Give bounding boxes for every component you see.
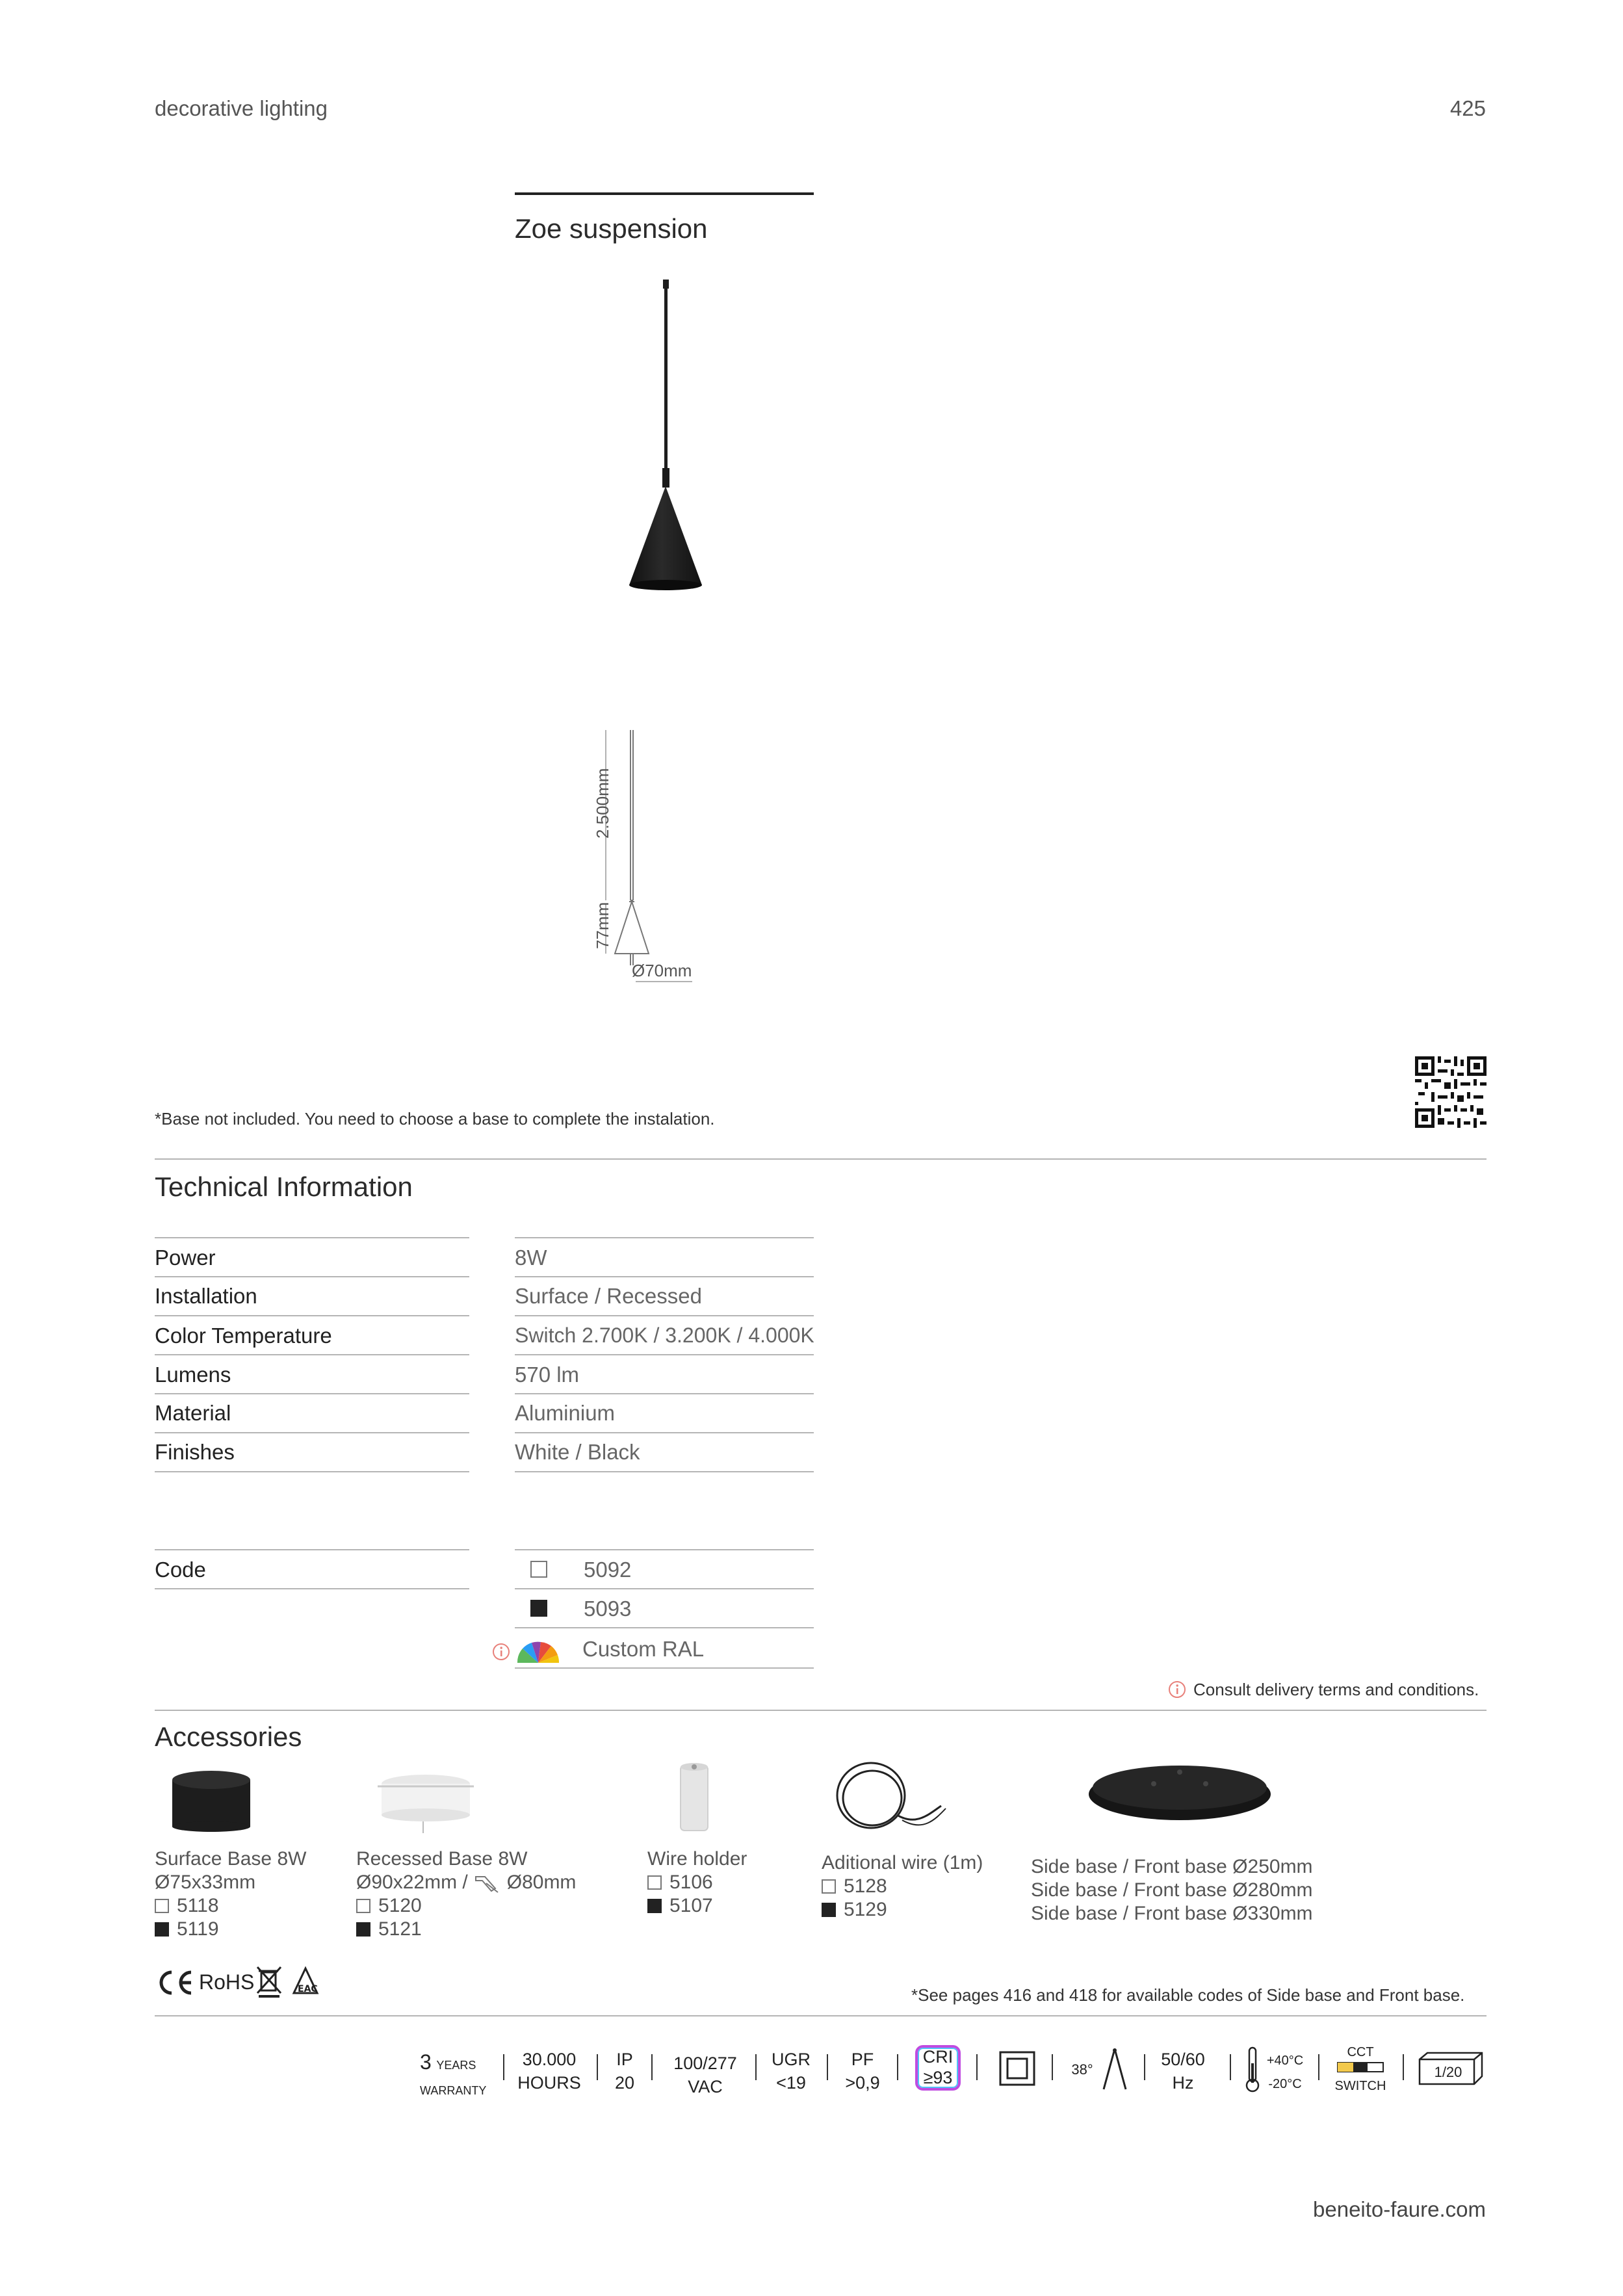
spec-value-material: Aluminium [515, 1401, 616, 1425]
accessory-code-black: 5121 [378, 1918, 422, 1940]
cri-value: ≥93 [923, 2068, 953, 2087]
warranty-spec [420, 2050, 490, 2102]
spec-separator [597, 2054, 598, 2080]
ip-label: IP [616, 2050, 633, 2069]
see-pages-note: *See pages 416 and 418 for available codes of Side base and Front base. [911, 1985, 1465, 2005]
table-rule [515, 1549, 814, 1550]
black-swatch [647, 1899, 662, 1913]
height-label: 77mm [593, 902, 612, 949]
white-swatch [155, 1899, 169, 1913]
table-rule [155, 1588, 469, 1589]
table-rule [515, 1627, 814, 1628]
frequency-label: Hz [1172, 2073, 1194, 2093]
side-base-330: Side base / Front base Ø330mm [1031, 1903, 1313, 1924]
side-base-280: Side base / Front base Ø280mm [1031, 1879, 1313, 1901]
title-rule [515, 192, 814, 195]
ugr-label: UGR [772, 2050, 811, 2069]
spec-value-lumens: 570 lm [515, 1363, 580, 1387]
weee-bin-icon [255, 1964, 283, 1998]
optic-frame-icon [998, 2050, 1037, 2087]
table-rule [155, 1315, 469, 1316]
svg-text:EAC: EAC [298, 1984, 318, 1994]
voltage-label: VAC [688, 2077, 723, 2096]
cable-length-label: 2.500mm [593, 768, 612, 839]
white-swatch [356, 1899, 370, 1913]
table-rule [515, 1432, 814, 1433]
code-custom: Custom RAL [582, 1637, 705, 1661]
black-swatch [356, 1922, 370, 1937]
table-rule [155, 1276, 469, 1277]
package-units: 1/20 [1434, 2064, 1462, 2080]
accessory-code-black: 5129 [844, 1899, 887, 1920]
accessory-name: Wire holder [647, 1848, 747, 1870]
spec-value-finishes: White / Black [515, 1440, 640, 1464]
spec-separator [755, 2054, 757, 2080]
code-label: Code [155, 1558, 206, 1582]
cri-spec [915, 2046, 961, 2088]
table-rule [515, 1237, 814, 1238]
accessory-code-white: 5120 [378, 1895, 422, 1916]
spec-separator [503, 2054, 504, 2080]
cct-spec [1329, 2044, 1392, 2094]
spec-separator [1318, 2054, 1319, 2080]
spec-separator [1144, 2054, 1145, 2080]
table-rule [155, 1471, 469, 1472]
cct-switch-label: SWITCH [1334, 2079, 1386, 2093]
table-rule [515, 1588, 814, 1589]
temperature-low: -20°C [1268, 2077, 1302, 2091]
table-rule [155, 1549, 469, 1550]
section-title: decorative lighting [155, 96, 328, 120]
hours-value: 30.000 [522, 2050, 577, 2069]
accessory-wire-holder [647, 1847, 747, 1918]
beam-angle-icon [1098, 2046, 1131, 2092]
table-rule [155, 1393, 469, 1394]
voltage-value: 100/277 [673, 2054, 737, 2073]
spec-label-installation: Installation [155, 1284, 257, 1308]
spec-label-color-temperature: Color Temperature [155, 1324, 332, 1348]
divider [155, 1158, 1487, 1160]
table-rule [515, 1471, 814, 1472]
spec-separator [1052, 2054, 1053, 2080]
black-swatch [822, 1903, 836, 1917]
spec-separator [976, 2054, 978, 2080]
accessory-name: Aditional wire (1m) [822, 1852, 983, 1873]
diameter-label: Ø70mm [632, 961, 692, 980]
color-wheel-icon [515, 1637, 562, 1664]
thermometer-icon [1243, 2046, 1262, 2093]
spec-label-finishes: Finishes [155, 1440, 235, 1464]
qr-code[interactable] [1415, 1056, 1487, 1128]
white-swatch [647, 1875, 662, 1890]
accessory-code-white: 5106 [669, 1872, 713, 1893]
wire-holder-image [673, 1760, 718, 1838]
ugr-value: <19 [776, 2073, 806, 2093]
temperature-range [1262, 2049, 1308, 2096]
side-base-250: Side base / Front base Ø250mm [1031, 1856, 1313, 1877]
pf-spec [838, 2048, 887, 2094]
table-rule [515, 1354, 814, 1355]
frequency-value: 50/60 [1161, 2050, 1205, 2069]
pf-label: PF [851, 2050, 874, 2069]
accessory-recessed-base [356, 1847, 576, 1941]
spec-label-lumens: Lumens [155, 1363, 231, 1387]
spec-value-power: 8W [515, 1246, 547, 1270]
frequency-spec [1154, 2048, 1212, 2094]
product-image [611, 280, 721, 598]
eac-mark-icon [290, 1966, 326, 1997]
table-rule [155, 1237, 469, 1238]
white-finish-swatch [530, 1561, 547, 1578]
accessory-code-black: 5107 [669, 1895, 713, 1916]
spec-value-installation: Surface / Recessed [515, 1284, 702, 1308]
technical-heading: Technical Information [155, 1171, 413, 1202]
spec-separator [651, 2054, 653, 2080]
info-icon[interactable] [1167, 1680, 1187, 1699]
table-rule [515, 1667, 814, 1669]
spec-label-power: Power [155, 1246, 216, 1270]
spec-value-color-temperature: Switch 2.700K / 3.200K / 4.000K [515, 1324, 814, 1347]
accessory-additional-wire [822, 1851, 983, 1922]
accessory-name: Recessed Base 8W [356, 1848, 528, 1870]
accessory-size: Ø90x22mm / [356, 1872, 468, 1893]
product-title: Zoe suspension [515, 213, 708, 244]
accessory-surface-base [155, 1847, 306, 1941]
accessory-code-white: 5118 [177, 1895, 219, 1916]
surface-base-image [166, 1768, 257, 1833]
side-base-image [1082, 1755, 1277, 1827]
accessory-cut-size: Ø80mm [506, 1872, 577, 1893]
table-rule [515, 1315, 814, 1316]
cutout-icon [473, 1872, 502, 1894]
rohs-label: RoHS [199, 1970, 255, 1994]
accessory-name: Surface Base 8W [155, 1848, 307, 1870]
table-rule [155, 1432, 469, 1433]
accessories-heading: Accessories [155, 1721, 302, 1752]
divider [155, 2015, 1487, 2016]
temperature-high: +40°C [1266, 2054, 1304, 2068]
code-black: 5093 [584, 1597, 632, 1621]
ugr-spec [767, 2048, 815, 2094]
warranty-years: YEARS [436, 2059, 476, 2072]
ip-value: 20 [614, 2073, 635, 2093]
ce-mark-icon [155, 1968, 195, 1997]
warranty-number: 3 [420, 2050, 432, 2074]
info-icon[interactable] [491, 1642, 511, 1662]
accessory-size: Ø75x33mm [155, 1872, 256, 1893]
accessory-side-bases [1031, 1855, 1313, 1925]
pf-value: >0,9 [845, 2073, 880, 2093]
table-rule [515, 1276, 814, 1277]
hours-spec [513, 2048, 585, 2094]
warranty-label: WARRANTY [420, 2084, 487, 2097]
voltage-spec [664, 2052, 746, 2098]
cct-label: CCT [1347, 2045, 1374, 2059]
recessed-base-image [374, 1769, 478, 1834]
code-white: 5092 [584, 1558, 632, 1582]
black-finish-swatch [530, 1600, 547, 1617]
beam-angle: 38° [1071, 2061, 1093, 2078]
spec-separator [827, 2054, 828, 2080]
table-rule [515, 1393, 814, 1394]
website-link[interactable]: beneito-faure.com [1313, 2197, 1486, 2221]
base-note: *Base not included. You need to choose a base to complete the instalation. [155, 1109, 715, 1128]
spec-separator [1403, 2054, 1404, 2080]
ip-spec [608, 2048, 642, 2094]
cri-label: CRI [922, 2047, 954, 2067]
cct-switch-icon [1336, 2061, 1384, 2073]
page-number: 425 [1449, 96, 1486, 120]
accessory-code-white: 5128 [844, 1875, 887, 1897]
spec-separator [897, 2054, 898, 2080]
white-swatch [822, 1879, 836, 1894]
additional-wire-image [825, 1755, 955, 1840]
spec-separator [1230, 2054, 1231, 2080]
hours-label: HOURS [517, 2073, 581, 2093]
divider [155, 1710, 1487, 1711]
dimension-drawing [585, 725, 715, 998]
spec-label-material: Material [155, 1401, 231, 1425]
consult-note: Consult delivery terms and conditions. [1193, 1680, 1479, 1699]
accessory-code-black: 5119 [177, 1918, 219, 1940]
table-rule [155, 1354, 469, 1355]
black-swatch [155, 1922, 169, 1937]
